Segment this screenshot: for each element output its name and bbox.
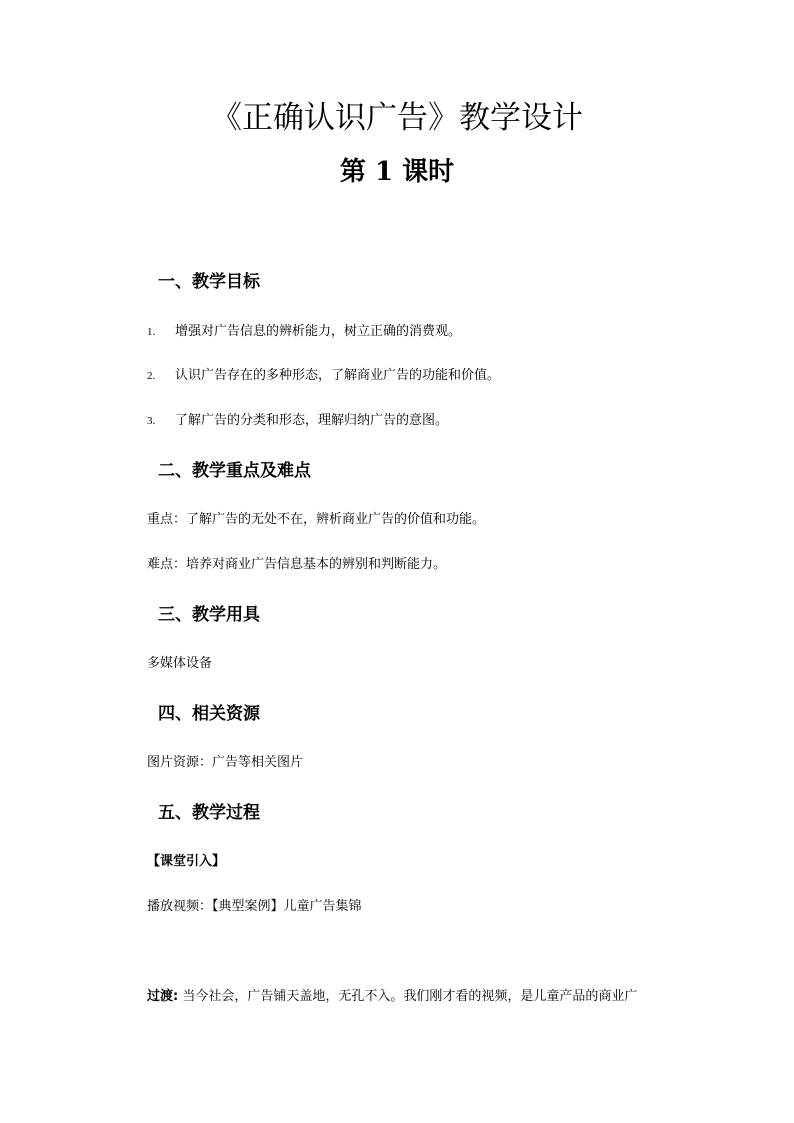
focus-paragraph: 重点：了解广告的无处不在，辨析商业广告的价值和功能。 — [147, 512, 486, 527]
tools-paragraph: 多媒体设备 — [147, 656, 213, 671]
objective-item — [147, 411, 448, 431]
transition-label: 过渡: — [147, 989, 179, 1004]
objective-number: 1. — [147, 326, 156, 338]
objective-text: 认识广告存在的多种形态，了解商业广告的功能和价值。 — [175, 368, 501, 383]
objective-item — [147, 366, 500, 386]
objective-text: 了解广告的分类和形态，理解归纳广告的意图。 — [175, 413, 449, 428]
difficulty-paragraph: 难点：培养对商业广告信息基本的辨别和判断能力。 — [147, 557, 447, 572]
transition-paragraph — [147, 987, 637, 1007]
document-subtitle: 第 1 课时 — [339, 157, 455, 187]
objective-number: 2. — [147, 370, 156, 382]
classroom-intro-heading: 【课堂引入】 — [147, 854, 226, 869]
video-paragraph: 播放视频：【典型案例】儿童广告集锦 — [147, 899, 362, 914]
objective-text: 增强对广告信息的辨析能力，树立正确的消费观。 — [175, 324, 462, 339]
section-heading-resources: 四、相关资源 — [158, 704, 260, 724]
document-title: 《正确认识广告》教学设计 — [211, 100, 583, 136]
section-heading-process: 五、教学过程 — [158, 803, 260, 823]
objective-item — [147, 322, 461, 342]
section-heading-objectives: 一、教学目标 — [158, 272, 260, 292]
section-heading-tools: 三、教学用具 — [158, 605, 260, 625]
resources-paragraph: 图片资源：广告等相关图片 — [147, 755, 304, 770]
transition-text: 当今社会，广告铺天盖地，无孔不入。我们刚才看的视频，是儿童产品的商业广 — [178, 989, 638, 1004]
objective-number: 3. — [147, 415, 156, 427]
section-heading-keypoints: 二、教学重点及难点 — [158, 461, 311, 481]
